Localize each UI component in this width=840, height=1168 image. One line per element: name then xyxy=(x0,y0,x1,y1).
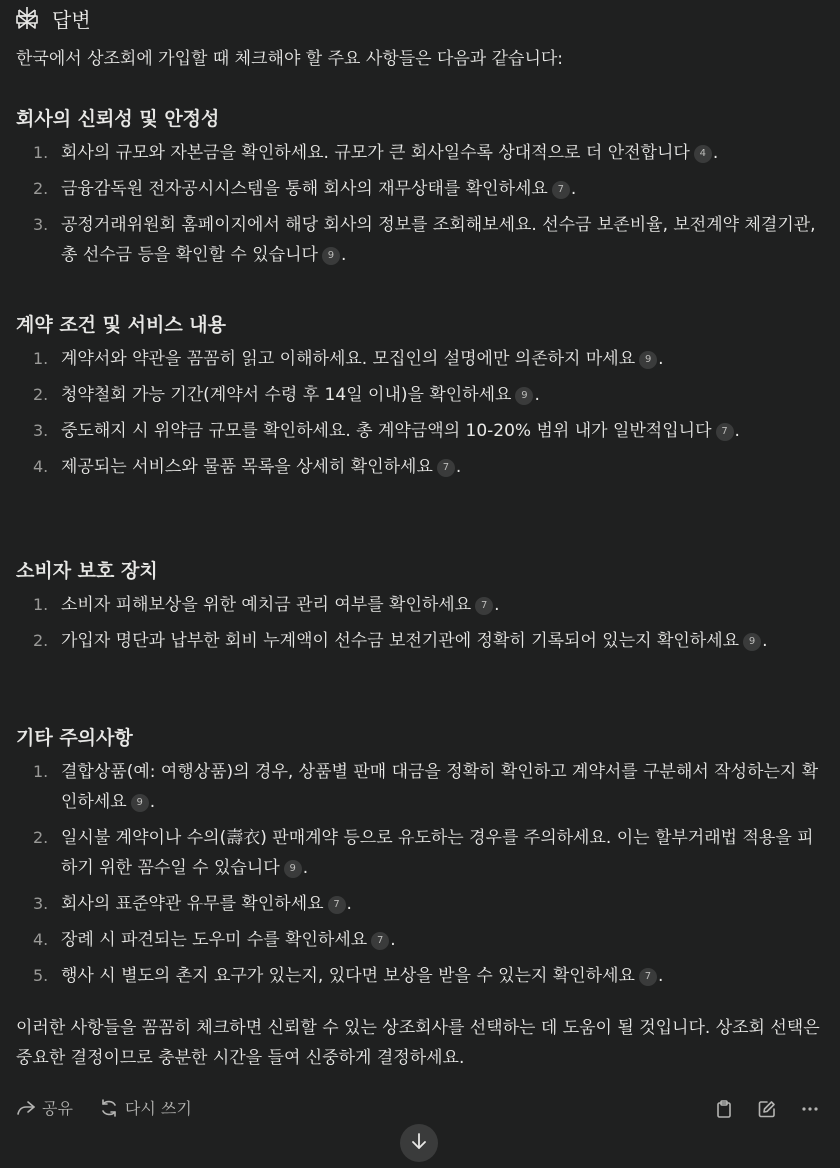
list-item-tail: . xyxy=(712,143,719,163)
list-item-text: 회사의 규모와 자본금을 확인하세요. 규모가 큰 회사일수록 상대적으로 더 안전합니다 xyxy=(61,143,690,163)
list-item-tail: . xyxy=(658,349,664,369)
citation-badge[interactable]: 9 xyxy=(639,351,657,369)
list-number: 2. xyxy=(33,385,49,404)
citation-badge[interactable]: 7 xyxy=(475,597,493,615)
list-item-tail: . xyxy=(340,245,347,265)
rewrite-button[interactable] xyxy=(99,1096,192,1119)
list-item-tail: . xyxy=(734,421,740,441)
section-other-cautions xyxy=(16,723,828,997)
list-number: 3. xyxy=(33,894,49,913)
citation-badge[interactable]: 7 xyxy=(328,896,346,914)
list-item-tail: . xyxy=(534,385,540,405)
section-title: 기타 주의사항 xyxy=(16,727,133,749)
list-item-tail: . xyxy=(390,930,396,950)
answer-title: 답변 xyxy=(52,7,91,32)
list-item xyxy=(16,757,828,817)
list-item xyxy=(16,416,828,446)
list-item xyxy=(16,889,828,919)
list-item-text: 소비자 피해보상을 위한 예치금 관리 여부를 확인하세요 xyxy=(61,595,472,615)
ordered-list xyxy=(16,590,828,656)
perplexity-logo-icon xyxy=(14,5,40,31)
list-number: 2. xyxy=(33,631,49,650)
list-item-tail: . xyxy=(455,457,462,477)
list-item-text: 가입자 명단과 납부한 회비 누계액이 선수금 보전기관에 정확히 기록되어 있는지 확인하세요 xyxy=(61,631,740,651)
section-title: 회사의 신뢰성 및 안정성 xyxy=(16,108,220,130)
citation-badge[interactable]: 7 xyxy=(371,932,389,950)
list-item-text: 제공되는 서비스와 물품 목록을 상세히 확인하세요 xyxy=(61,457,433,477)
section-title: 소비자 보호 장치 xyxy=(16,560,158,582)
citation-badge[interactable]: 4 xyxy=(694,145,712,163)
list-item xyxy=(16,961,828,991)
list-item-tail: . xyxy=(302,858,309,878)
citation-badge[interactable]: 9 xyxy=(743,633,761,651)
answer-actions xyxy=(16,1096,192,1119)
list-item xyxy=(16,210,828,270)
list-number: 4. xyxy=(33,457,49,476)
ordered-list xyxy=(16,344,828,482)
rewrite-label: 다시 쓰기 xyxy=(124,1099,192,1118)
list-item-text: 장례 시 파견되는 도우미 수를 확인하세요 xyxy=(61,930,368,950)
section-consumer-protection xyxy=(16,556,828,662)
list-number: 1. xyxy=(33,143,49,162)
list-item xyxy=(16,452,828,482)
list-item-tail: . xyxy=(570,179,577,199)
list-item-text: 금융감독원 전자공시시스템을 통해 회사의 재무상태를 확인하세요 xyxy=(61,179,548,199)
citation-badge[interactable]: 7 xyxy=(552,181,570,199)
list-item-text: 행사 시 별도의 촌지 요구가 있는지, 있다면 보상을 받을 수 있는지 확인하세요 xyxy=(61,966,635,986)
list-number: 5. xyxy=(33,966,49,985)
citation-badge[interactable]: 7 xyxy=(639,968,657,986)
list-number: 3. xyxy=(33,421,49,440)
list-item xyxy=(16,626,828,656)
scroll-down-button[interactable] xyxy=(400,1124,438,1162)
list-number: 4. xyxy=(33,930,49,949)
list-item-text: 회사의 표준약관 유무를 확인하세요 xyxy=(61,894,324,914)
citation-badge[interactable]: 7 xyxy=(437,459,455,477)
share-button[interactable] xyxy=(16,1096,73,1119)
list-item-text: 일시불 계약이나 수의(壽衣) 판매계약 등으로 유도하는 경우를 주의하세요. 이는 할부거래법 적용을 피하기 위한 꼼수일 수 있습니다 xyxy=(61,828,814,878)
list-number: 2. xyxy=(33,179,49,198)
list-item xyxy=(16,174,828,204)
arrow-down-icon xyxy=(411,1132,427,1154)
list-item-text: 청약철회 가능 기간(계약서 수령 후 14일 이내)을 확인하세요 xyxy=(61,385,512,405)
citation-badge[interactable]: 9 xyxy=(131,794,149,812)
list-item-tail: . xyxy=(346,894,352,914)
list-number: 1. xyxy=(33,762,49,781)
list-item xyxy=(16,344,828,374)
citation-badge[interactable]: 9 xyxy=(284,860,302,878)
rewrite-icon xyxy=(99,1099,119,1117)
answer-header xyxy=(14,2,91,34)
list-item-text: 결합상품(예: 여행상품)의 경우, 상품별 판매 대금을 정확히 확인하고 계약서를 구분해서 작성하는지 확인하세요 xyxy=(61,762,819,812)
list-item-text: 계약서와 약관을 꼼꼼히 읽고 이해하세요. 모집인의 설명에만 의존하지 마세요 xyxy=(61,349,636,369)
citation-badge[interactable]: 9 xyxy=(515,387,533,405)
conclusion-text: 이러한 사항들을 꼼꼼히 체크하면 신뢰할 수 있는 상조회사를 선택하는 데 도움이 될 것입니다. 상조회 선택은 중요한 결정이므로 충분한 시간을 들여 신중하게 결정하세요. xyxy=(16,1018,820,1068)
intro-text: 한국에서 상조회에 가입할 때 체크해야 할 주요 사항들은 다음과 같습니다: xyxy=(16,49,564,69)
list-item-text: 중도해지 시 위약금 규모를 확인하세요. 총 계약금액의 10-20% 범위 내가 일반적입니다 xyxy=(61,421,712,441)
list-item xyxy=(16,138,828,168)
ordered-list xyxy=(16,138,828,270)
list-item-tail: . xyxy=(149,792,156,812)
ordered-list xyxy=(16,757,828,991)
section-contract-terms xyxy=(16,310,828,488)
more-icon[interactable] xyxy=(802,1100,818,1122)
answer-tools xyxy=(716,1100,818,1122)
list-number: 1. xyxy=(33,595,49,614)
citation-badge[interactable]: 9 xyxy=(322,247,340,265)
list-item xyxy=(16,380,828,410)
clipboard-icon[interactable] xyxy=(716,1100,732,1122)
share-icon xyxy=(16,1099,36,1117)
list-item xyxy=(16,925,828,955)
list-item-text: 공정거래위원회 홈페이지에서 해당 회사의 정보를 조회해보세요. 선수금 보존비율, 보전계약 체결기관, 총 선수금 등을 확인할 수 있습니다 xyxy=(61,215,816,265)
citation-badge[interactable]: 7 xyxy=(716,423,734,441)
list-item xyxy=(16,823,828,883)
section-title: 계약 조건 및 서비스 내용 xyxy=(16,314,226,336)
list-item-tail: . xyxy=(762,631,768,651)
edit-icon[interactable] xyxy=(758,1100,776,1122)
share-label: 공유 xyxy=(42,1099,73,1118)
list-item xyxy=(16,590,828,620)
section-company-reliability xyxy=(16,104,828,276)
list-number: 1. xyxy=(33,349,49,368)
list-item-tail: . xyxy=(657,966,664,986)
list-number: 2. xyxy=(33,828,49,847)
list-number: 3. xyxy=(33,215,49,234)
list-item-tail: . xyxy=(494,595,500,615)
